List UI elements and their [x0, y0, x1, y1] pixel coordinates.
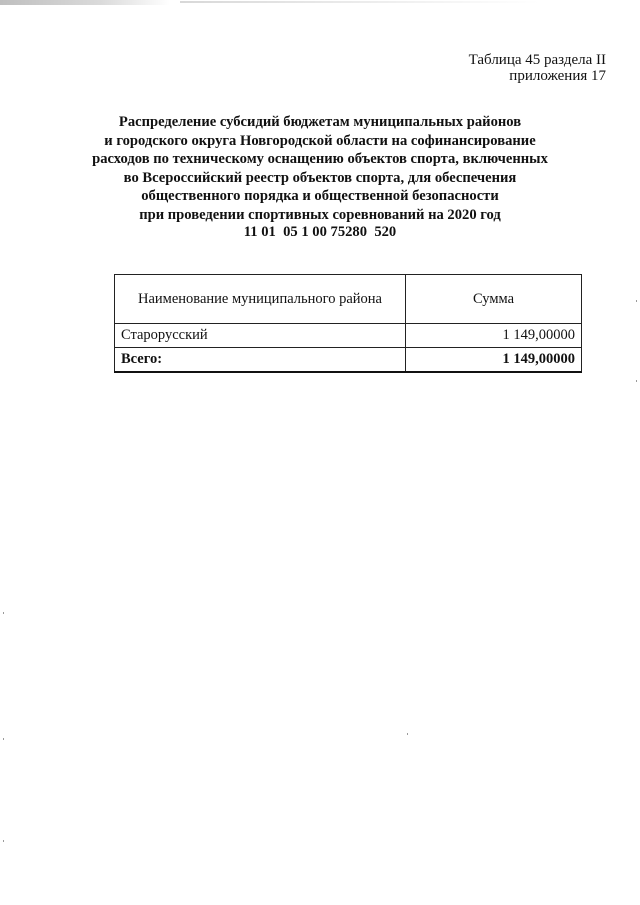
scan-speck — [3, 840, 4, 842]
scan-edge-artifact — [180, 1, 540, 3]
total-amount-cell: 1 149,00000 — [406, 348, 582, 373]
total-label-cell: Всего: — [115, 348, 406, 373]
reference-appendix: приложения 17 — [509, 68, 606, 84]
title-line: общественного порядка и общественной безопасности — [141, 188, 499, 205]
document-reference — [469, 52, 606, 84]
table-header-row — [115, 275, 582, 324]
title-line: при проведении спортивных соревнований на 2020 год — [139, 206, 501, 223]
document-title — [0, 113, 640, 225]
amount-cell: 1 149,00000 — [406, 324, 582, 348]
table-row — [115, 324, 582, 348]
budget-classification-code: 11 01 05 1 00 75280 520 — [243, 224, 397, 240]
scan-speck — [3, 612, 4, 614]
district-name-cell: Старорусский — [115, 324, 406, 348]
title-line: Распределение субсидий бюджетам муниципальных районов — [118, 114, 522, 130]
column-header-amount: Сумма — [406, 275, 582, 324]
total-row — [115, 348, 582, 373]
title-line: во Всероссийский реестр объектов спорта, для обеспечения — [123, 169, 517, 186]
scan-speck — [3, 738, 4, 740]
title-line: и городского округа Новгородской области на софинансирование — [104, 132, 536, 149]
subsidy-distribution-table — [114, 274, 582, 373]
title-line: расходов по техническому оснащению объектов спорта, включенных — [92, 151, 548, 168]
scan-speck — [636, 300, 637, 302]
scan-speck — [636, 380, 637, 382]
reference-table-number: Таблица 45 раздела II — [468, 52, 606, 68]
scan-edge-artifact — [0, 0, 170, 5]
column-header-district: Наименование муниципального района — [115, 275, 406, 324]
scan-speck — [407, 733, 408, 735]
